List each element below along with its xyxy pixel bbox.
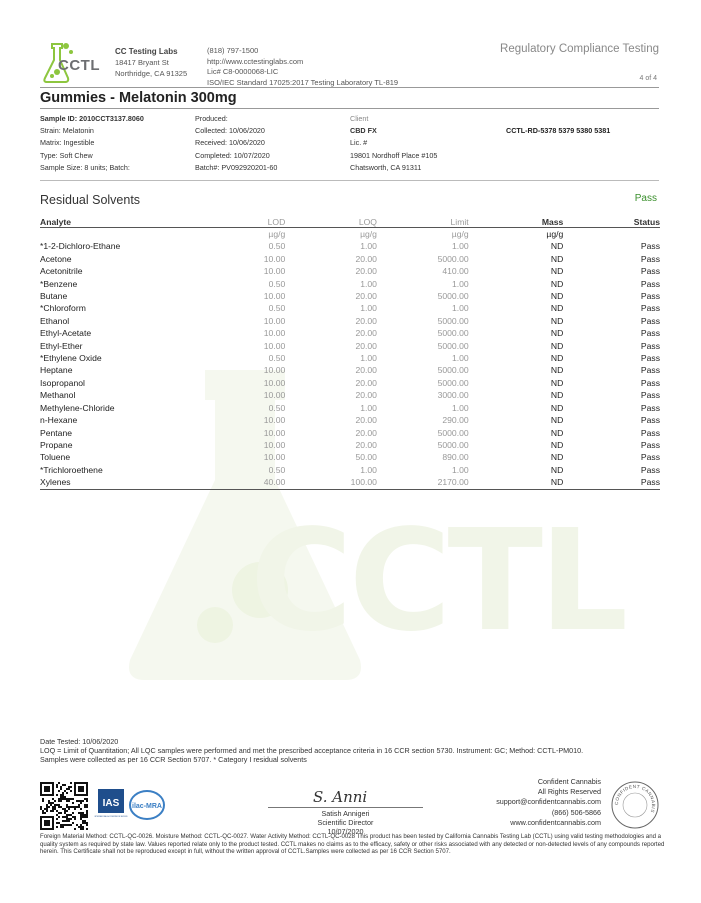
- loq-note: LOQ = Limit of Quantitation; All LQC samples were performed and met the prescribed acceptance criteria in 16 CCR section 5730. Instrument: GC; Method: CCTL-PM010.: [40, 746, 584, 755]
- cell-status: Pass: [640, 291, 660, 302]
- confident-cannabis-seal-icon: [610, 780, 660, 830]
- cell-analyte: Acetone: [40, 253, 72, 264]
- cell-mass: ND: [550, 253, 564, 264]
- cell-analyte: *Ethylene Oxide: [40, 353, 102, 364]
- cell-loq: 20.00: [355, 315, 377, 326]
- header-status: Status: [565, 216, 660, 228]
- cc-email[interactable]: support@confidentcannabis.com: [496, 797, 601, 807]
- table-row: [40, 240, 660, 252]
- table-row: [40, 389, 660, 401]
- table-row: [40, 414, 660, 426]
- cell-analyte: Xylenes: [40, 476, 220, 489]
- cc-website[interactable]: www.confidentcannabis.com: [510, 817, 601, 827]
- cell-loq: 20.00: [355, 365, 377, 376]
- table-row: [40, 315, 660, 327]
- cell-lod: 0.50: [268, 402, 286, 413]
- lab-address-block: [115, 46, 187, 79]
- cell-lod: 10.00: [263, 452, 286, 463]
- cell-status: Pass: [640, 266, 660, 277]
- sample-strain: Strain: Melatonin: [40, 126, 94, 136]
- sample-id: Sample ID: 2010CCT3137.8060: [40, 114, 144, 123]
- cell-loq: 1.00: [360, 353, 377, 364]
- header-limit: Limit: [377, 216, 469, 228]
- cell-limit: 890.00: [442, 452, 469, 463]
- cell-mass: ND: [550, 365, 564, 376]
- cell-loq: 20.00: [355, 291, 377, 302]
- cell-status: Pass: [565, 476, 660, 489]
- cell-analyte: *Benzene: [40, 278, 78, 289]
- unit-loq: µg/g: [360, 229, 377, 239]
- cell-lod: 10.00: [263, 291, 286, 302]
- ilac-mra-logo: [128, 789, 166, 823]
- lab-address-line1: 18417 Bryant St: [115, 58, 169, 67]
- cell-lod: 10.00: [263, 340, 286, 351]
- signer-title: Scientific Director: [317, 817, 374, 827]
- cell-loq: 1.00: [360, 464, 377, 475]
- order-reference: CCTL-RD-5378 5379 5380 5381: [506, 126, 611, 135]
- cell-status: Pass: [640, 303, 660, 314]
- table-row: [40, 290, 660, 302]
- cell-limit: 1.00: [451, 303, 469, 314]
- cell-status: Pass: [640, 452, 660, 463]
- cell-status: Pass: [640, 415, 660, 426]
- table-row: [40, 451, 660, 463]
- product-title: Gummies - Melatonin 300mg: [40, 90, 237, 106]
- table-row: [40, 302, 660, 314]
- cell-analyte: Ethyl-Ether: [40, 340, 83, 351]
- sample-info: [40, 113, 144, 174]
- cell-limit: 5000.00: [437, 340, 469, 351]
- cell-status: Pass: [640, 278, 660, 289]
- cell-loq: 20.00: [355, 340, 377, 351]
- cell-loq: 50.00: [355, 452, 377, 463]
- cell-mass: ND: [550, 402, 564, 413]
- report-type: Regulatory Compliance Testing: [500, 43, 659, 55]
- ias-sub: INTERNATIONAL ACCREDITATION SERVICE: [94, 817, 128, 818]
- ilac-label: ilac-MRA: [132, 803, 162, 810]
- cell-mass: ND: [550, 415, 564, 426]
- cell-analyte: Toluene: [40, 452, 71, 463]
- date-info: [195, 113, 277, 174]
- cell-mass: ND: [550, 241, 564, 252]
- cell-analyte: Ethyl-Acetate: [40, 328, 92, 339]
- cell-analyte: Isopropanol: [40, 377, 85, 388]
- lab-phone: (818) 797-1500: [207, 46, 259, 55]
- header-analyte: Analyte: [40, 216, 220, 228]
- table-row: [40, 464, 660, 476]
- table-row: [40, 340, 660, 352]
- title-divider: [40, 108, 659, 109]
- table-row: [40, 327, 660, 339]
- cell-mass: ND: [550, 328, 564, 339]
- signature-line: [268, 807, 423, 808]
- cell-lod: 10.00: [263, 415, 286, 426]
- cell-limit: 5000.00: [437, 328, 469, 339]
- lab-website[interactable]: http://www.cctestinglabs.com: [207, 56, 304, 66]
- cc-name: Confident Cannabis: [537, 777, 601, 786]
- collected-date: Collected: 10/06/2020: [195, 126, 265, 136]
- date-tested: Date Tested: 10/06/2020: [40, 737, 119, 746]
- samples-note: Samples were collected as per 16 CCR Section 5707. * Category I residual solvents: [40, 755, 307, 764]
- table-row: [40, 402, 660, 414]
- signature-date: 10/07/2020: [327, 826, 364, 836]
- cell-lod: 10.00: [263, 439, 286, 450]
- header-loq: LOQ: [285, 216, 377, 228]
- table-row: [40, 427, 660, 439]
- cell-loq: 20.00: [355, 439, 377, 450]
- cell-lod: 10.00: [263, 377, 286, 388]
- table-row: [40, 364, 660, 376]
- cell-analyte: *1-2-Dichloro-Ethane: [40, 241, 121, 252]
- cell-mass: ND: [550, 291, 564, 302]
- cell-limit: 1.00: [451, 464, 469, 475]
- received-date: Received: 10/06/2020: [195, 138, 265, 148]
- cell-status: Pass: [640, 328, 660, 339]
- sample-size: Sample Size: 8 units; Batch:: [40, 162, 130, 172]
- header-mass: Mass: [469, 216, 566, 228]
- cell-limit: 5000.00: [437, 253, 469, 264]
- residual-solvents-table: [40, 216, 660, 490]
- cell-limit: 1.00: [451, 402, 469, 413]
- lab-license: Lic# C8-0000068-LIC: [207, 67, 279, 76]
- cell-mass: ND: [550, 377, 564, 388]
- cc-rights: All Rights Reserved: [537, 787, 601, 797]
- lab-name: CC Testing Labs: [115, 47, 178, 56]
- qr-code-icon[interactable]: [40, 782, 88, 830]
- ias-accreditation-logo: [94, 789, 128, 823]
- cell-loq: 1.00: [360, 402, 377, 413]
- svg-text:CONFIDENT CANNABIS: [614, 784, 656, 814]
- cell-loq: 20.00: [355, 390, 377, 401]
- cell-limit: 5000.00: [437, 427, 469, 438]
- cell-analyte: Ethanol: [40, 315, 70, 326]
- cell-lod: 0.50: [268, 278, 286, 289]
- cell-status: Pass: [640, 377, 660, 388]
- units-row: [40, 228, 660, 241]
- cell-limit: 5000.00: [437, 365, 469, 376]
- disclaimer: Foreign Material Method: CCTL-QC-0026. Moisture Method: CCTL-QC-0027. Water Activity Method: CCTL-QC-0028 This product has been tested by California Cannabis Testing Lab (CCTL) using valid testing methodologies and a quality system as required by state law. Values reported relate only to the product tested. CCTL makes no claims as to the efficacy, safety or other risks associated with any detected or non-detected levels of any compounds reported herein. This Certificate shall not be reproduced except in full, without the written approval of CCTL.Samples were collected as per 16 CCR Section 5707.: [40, 833, 665, 856]
- cell-lod: 10.00: [263, 390, 286, 401]
- signer-name: Satish Annigeri: [321, 809, 370, 818]
- cell-status: Pass: [640, 439, 660, 450]
- table-row: [40, 278, 660, 290]
- cell-status: Pass: [640, 402, 660, 413]
- cell-lod: 10.00: [263, 266, 286, 277]
- cell-limit: 5000.00: [437, 377, 469, 388]
- cell-limit: 1.00: [451, 241, 469, 252]
- cell-status: Pass: [640, 315, 660, 326]
- table-header-row: [40, 216, 660, 228]
- signature-handwriting: S. Anni: [313, 788, 368, 806]
- cell-loq: 20.00: [355, 427, 377, 438]
- lab-iso: ISO/IEC Standard 17025:2017 Testing Laboratory TL-819: [207, 77, 399, 87]
- client-info: [350, 113, 437, 174]
- section-title: Residual Solvents: [40, 193, 141, 207]
- cell-mass: ND: [550, 353, 564, 364]
- cell-loq: 1.00: [360, 241, 377, 252]
- header-divider: [40, 87, 659, 88]
- cell-mass: ND: [550, 439, 564, 450]
- cell-lod: 10.00: [263, 365, 286, 376]
- page-number: 4 of 4: [639, 75, 657, 82]
- table-row: [40, 265, 660, 277]
- cell-status: Pass: [640, 464, 660, 475]
- sample-matrix: Matrix: Ingestible: [40, 138, 95, 148]
- cell-loq: 1.00: [360, 278, 377, 289]
- cell-loq: 1.00: [360, 303, 377, 314]
- cell-lod: 10.00: [263, 315, 286, 326]
- cell-mass: ND: [469, 476, 566, 489]
- cell-status: Pass: [640, 427, 660, 438]
- cell-limit: 5000.00: [437, 291, 469, 302]
- cell-analyte: n-Hexane: [40, 415, 78, 426]
- info-divider: [40, 180, 659, 181]
- cell-status: Pass: [640, 353, 660, 364]
- client-license: Lic. #: [350, 138, 368, 148]
- watermark-text: CCTL: [250, 500, 625, 663]
- cc-phone: (866) 506-5866: [551, 807, 601, 817]
- section-result: Pass: [634, 193, 657, 204]
- cell-mass: ND: [550, 464, 564, 475]
- table-row: [40, 253, 660, 265]
- completed-date: Completed: 10/07/2020: [195, 150, 270, 160]
- cell-analyte: Acetonitrile: [40, 266, 83, 277]
- cell-limit: 1.00: [451, 278, 469, 289]
- seal-text: CONFIDENT CANNABIS: [613, 783, 657, 814]
- cell-status: Pass: [640, 365, 660, 376]
- cell-mass: ND: [550, 427, 564, 438]
- cell-lod: 10.00: [263, 253, 286, 264]
- cell-analyte: *Trichloroethene: [40, 464, 103, 475]
- cell-status: Pass: [640, 340, 660, 351]
- client-label: Client: [350, 114, 369, 123]
- unit-mass: µg/g: [546, 229, 564, 239]
- notes-block: [40, 737, 665, 764]
- table-row: [40, 377, 660, 389]
- cell-status: Pass: [640, 241, 660, 252]
- cell-lod: 0.50: [268, 241, 286, 252]
- cell-loq: 100.00: [285, 476, 377, 489]
- cell-status: Pass: [640, 253, 660, 264]
- cell-mass: ND: [550, 278, 564, 289]
- unit-lod: µg/g: [268, 229, 286, 239]
- lab-address-line2: Northridge, CA 91325: [115, 69, 188, 78]
- cell-limit: 290.00: [442, 415, 469, 426]
- cell-limit: 5000.00: [437, 439, 469, 450]
- cell-loq: 20.00: [355, 415, 377, 426]
- unit-limit: µg/g: [451, 229, 469, 239]
- cell-mass: ND: [550, 452, 564, 463]
- cell-lod: 0.50: [268, 353, 286, 364]
- header-lod: LOD: [220, 216, 286, 228]
- confident-cannabis-block: [496, 777, 601, 828]
- cell-loq: 20.00: [355, 253, 377, 264]
- signature-image: [305, 782, 395, 808]
- cell-analyte: *Chloroform: [40, 303, 86, 314]
- cell-limit: 2170.00: [377, 476, 469, 489]
- sample-type: Type: Soft Chew: [40, 150, 93, 160]
- cell-mass: ND: [550, 315, 564, 326]
- cell-loq: 20.00: [355, 328, 377, 339]
- cell-analyte: Methylene-Chloride: [40, 402, 115, 413]
- client-name: CBD FX: [350, 126, 377, 136]
- cell-lod: 40.00: [220, 476, 286, 489]
- table-row: [40, 439, 660, 451]
- logo-text: CCTL: [58, 57, 100, 74]
- cell-loq: 20.00: [355, 377, 377, 388]
- cell-limit: 410.00: [442, 266, 469, 277]
- cell-analyte: Propane: [40, 439, 73, 450]
- cell-lod: 10.00: [263, 427, 286, 438]
- table-row: [40, 352, 660, 364]
- lab-contact-block: [207, 46, 398, 88]
- ias-label: IAS: [102, 798, 120, 809]
- cell-status: Pass: [640, 390, 660, 401]
- cell-mass: ND: [550, 390, 564, 401]
- cell-analyte: Butane: [40, 291, 68, 302]
- cell-mass: ND: [550, 266, 564, 277]
- cell-lod: 0.50: [268, 464, 286, 475]
- cell-limit: 3000.00: [437, 390, 469, 401]
- client-address-line1: 19801 Nordhoff Place #105: [350, 150, 438, 160]
- cell-analyte: Methanol: [40, 390, 76, 401]
- client-address-line2: Chatsworth, CA 91311: [350, 162, 422, 172]
- cell-mass: ND: [550, 303, 564, 314]
- cell-lod: 0.50: [268, 303, 286, 314]
- cell-limit: 5000.00: [437, 315, 469, 326]
- cell-limit: 1.00: [451, 353, 469, 364]
- batch-number: Batch#: PV092920201-60: [195, 162, 278, 172]
- cell-lod: 10.00: [263, 328, 286, 339]
- produced-date: Produced:: [195, 114, 228, 123]
- cell-loq: 20.00: [355, 266, 377, 277]
- cell-analyte: Pentane: [40, 427, 73, 438]
- cell-analyte: Heptane: [40, 365, 73, 376]
- cell-mass: ND: [550, 340, 564, 351]
- table-row: [40, 476, 660, 489]
